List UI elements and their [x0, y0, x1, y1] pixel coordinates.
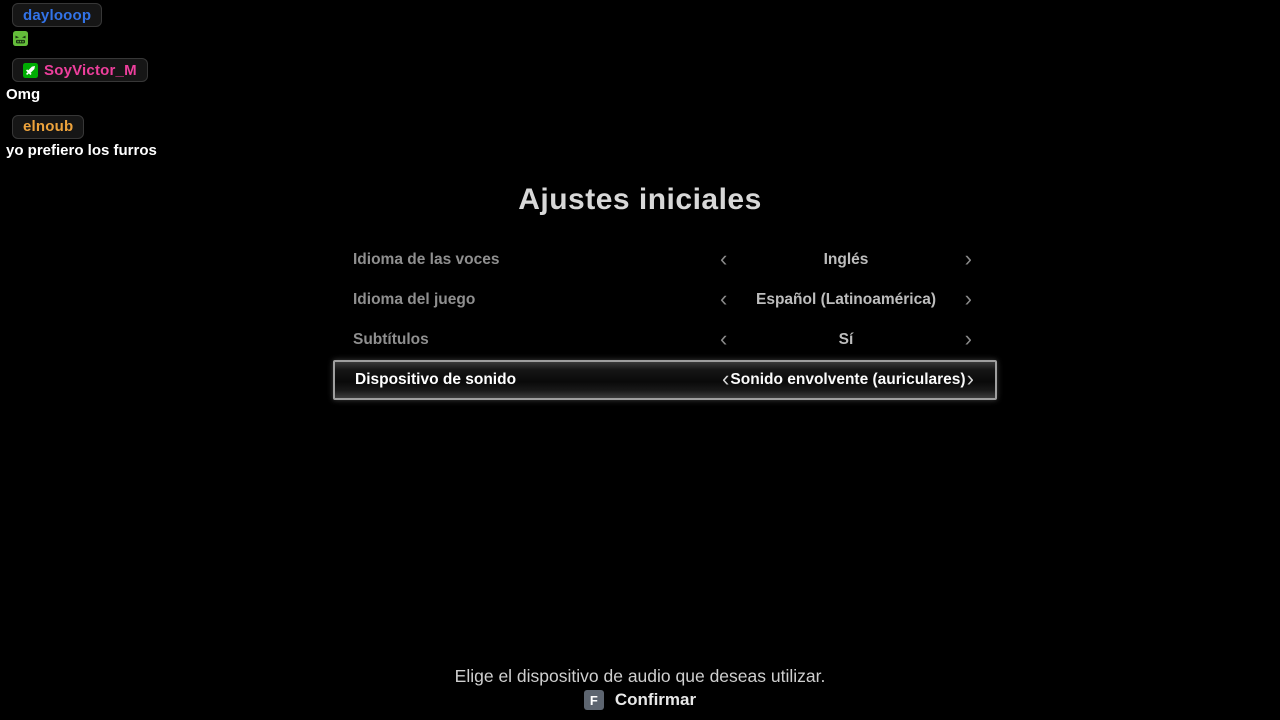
- setting-value-stepper: [722, 362, 974, 398]
- setting-value: Español (Latinoamérica): [755, 291, 936, 308]
- setting-value: Sonido envolvente (auriculares): [730, 371, 966, 388]
- chevron-right-icon[interactable]: ›: [964, 245, 972, 271]
- setting-description: Elige el dispositivo de audio que deseas utilizar.: [454, 666, 826, 686]
- chat-username[interactable]: daylooop: [23, 6, 92, 24]
- chat-message: [6, 115, 157, 159]
- chat-message: [6, 3, 157, 46]
- chat-overlay: [6, 3, 157, 171]
- chat-username-badge[interactable]: [12, 3, 102, 27]
- confirm-prompt[interactable]: [0, 690, 1280, 710]
- setting-row-game-language[interactable]: [333, 280, 997, 320]
- setting-row-sound-device[interactable]: [333, 360, 997, 400]
- chevron-left-icon[interactable]: ‹: [720, 285, 728, 311]
- key-f-icon: F: [584, 690, 604, 710]
- chat-message-text: yo prefiero los furros: [6, 141, 157, 159]
- settings-list: [333, 240, 997, 400]
- setting-value-stepper: [720, 240, 972, 280]
- page-title: Ajustes iniciales: [518, 183, 762, 216]
- setting-row-voice-language[interactable]: [333, 240, 997, 280]
- chevron-left-icon[interactable]: ‹: [720, 245, 728, 271]
- setting-label: Dispositivo de sonido: [355, 371, 517, 388]
- chevron-left-icon[interactable]: ‹: [722, 365, 730, 391]
- setting-label: Idioma de las voces: [353, 251, 500, 268]
- confirm-label: Confirmar: [614, 690, 697, 709]
- setting-label: Subtítulos: [353, 331, 429, 348]
- chevron-right-icon[interactable]: ›: [964, 285, 972, 311]
- setting-label: Idioma del juego: [353, 291, 476, 308]
- chevron-right-icon[interactable]: ›: [966, 365, 974, 391]
- chevron-right-icon[interactable]: ›: [964, 325, 972, 351]
- angry-green-face-emote: [13, 31, 28, 46]
- chat-username-badge[interactable]: [12, 58, 148, 82]
- setting-value: Sí: [838, 331, 854, 348]
- setting-value-stepper: [720, 280, 972, 320]
- chat-message-text: Omg: [6, 85, 41, 103]
- chat-username[interactable]: elnoub: [23, 118, 74, 135]
- setting-value: Inglés: [823, 251, 869, 268]
- setting-row-subtitles[interactable]: [333, 320, 997, 360]
- chat-message: [6, 58, 157, 103]
- chat-username[interactable]: SoyVictor_M: [44, 61, 137, 79]
- chat-username-badge[interactable]: [12, 115, 84, 139]
- setting-value-stepper: [720, 320, 972, 360]
- moderator-badge-icon: [23, 63, 38, 78]
- chevron-left-icon[interactable]: ‹: [720, 325, 728, 351]
